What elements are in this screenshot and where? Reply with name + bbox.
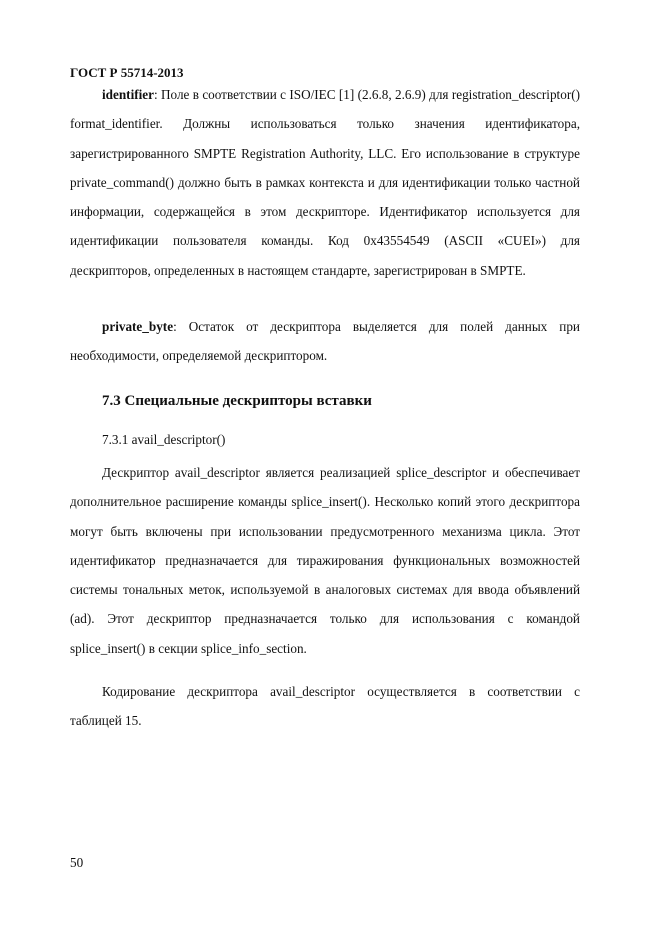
private-byte-paragraph (70, 312, 580, 371)
identifier-term: identifier (102, 87, 155, 102)
identifier-paragraph (70, 80, 580, 285)
page-number: 50 (70, 855, 84, 870)
encoding-paragraph: Кодирование дескриптора avail_descriptor осуществляется в соответствии с таблицей 15. (70, 684, 580, 729)
document-header: ГОСТ Р 55714-2013 (70, 65, 184, 80)
private-byte-description: : Остаток от дескриптора выделяется для полей данных при необходимости, определяемой дескриптором. (70, 319, 580, 364)
private-byte-term: private_byte (102, 319, 174, 334)
subsection-heading: 7.3.1 avail_descriptor() (102, 432, 226, 447)
identifier-description: : Поле в соответствии с ISO/IEC [1] (2.6.8, 2.6.9) для registration_descriptor() format_identifier. Должны использоваться только значения идентификатора, зарегистрированного SMPTE Registration Authority, LLC. Его использование в структуре private_command() должно быть в рамках контекста и для идентификации только частной информации, содержащейся в этом дескрипторе. Идентификатор используется для идентификации пользователя команды. Код 0x43554549 (ASCII «CUEI») для дескрипторов, определенных в настоящем стандарте, зарегистрирован в SMPTE. (70, 87, 580, 278)
section-heading: 7.3 Специальные дескрипторы вставки (102, 393, 372, 409)
avail-descriptor-paragraph: Дескриптор avail_descriptor является реализацией splice_descriptor и обеспечивает дополнительное расширение команды splice_insert(). Несколько копий этого дескриптора могут быть включены при использовании предусмотренного механизма цикла. Этот идентификатор предназначается для тиражирования функциональных возможностей системы тональных меток, используемой в аналоговых системах для ввода объявлений (ad). Этот дескриптор предназначается только для использования с командой splice_insert() в секции splice_info_section. (70, 465, 580, 656)
